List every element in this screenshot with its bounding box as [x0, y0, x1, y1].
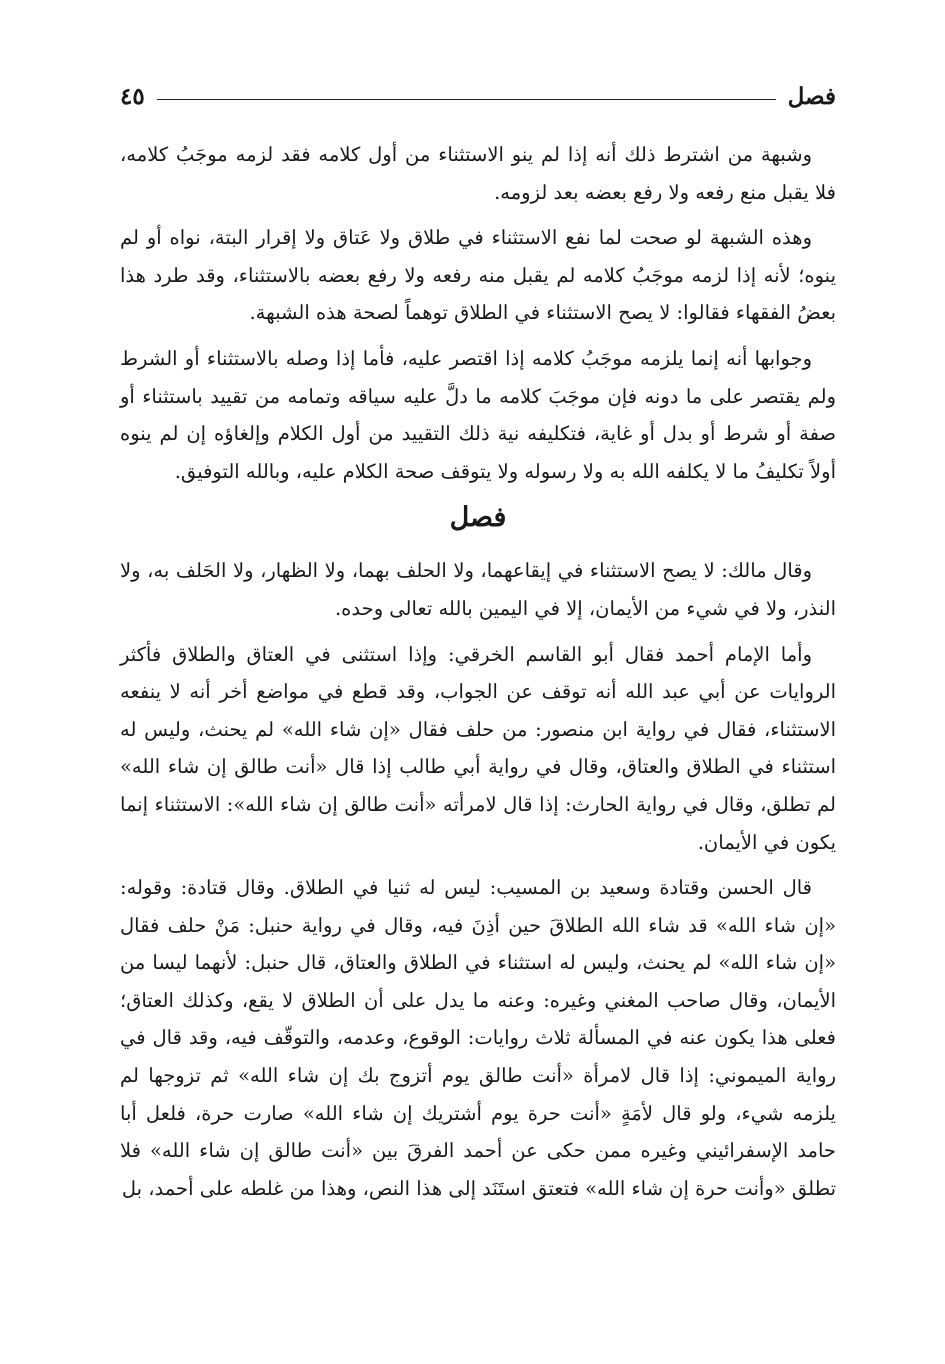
page-number: ٤٥	[120, 82, 145, 110]
running-header	[120, 78, 836, 114]
body-text	[120, 136, 836, 1207]
chapter-title: فصل	[787, 82, 836, 110]
paragraph: وجوابها أنه إنما يلزمه موجَبُ كلامه إذا اقتصر عليه، فأما إذا وصله بالاستثناء أو الشرط ولم يقتصر على ما دونه فإن موجَبَ كلامه ما دلَّ عليه سياقه وتمامه من تقييد باستثناء أو صفة أو شرط أو بدل أو غاية، فتكليفه نية ذلك التقييد من أول الكلام وإلغاؤه إن لم ينوه أولاً تكليفُ ما لا يكلفه الله به ولا رسوله ولا يتوقف صحة الكلام عليه، وبالله التوفيق.	[120, 346, 836, 483]
section-heading	[120, 498, 836, 540]
paragraph: وقال مالك: لا يصح الاستثناء في إيقاعهما، ولا الحلف بهما، ولا الظهار، ولا الحَلف به، ولا النذر، ولا في شيء من الأيمان، إلا في اليمين بالله تعالى وحده.	[120, 559, 836, 620]
section-heading-text: فصل	[449, 502, 507, 534]
header-rule	[157, 99, 776, 100]
paragraph: وأما الإمام أحمد فقال أبو القاسم الخرقي: وإذا استثنى في العتاق والطلاق فأكثر الروايات عن أبي عبد الله أنه توقف عن الجواب، وقد قطع في مواضع أخر أنه لا ينفعه الاستثناء، فقال في رواية ابن منصور: من حلف فقال «إن شاء الله» لم يحنث، وليس له استثناء في الطلاق والعتاق، وقال في رواية أبي طالب إذا قال «أنت طالق إن شاء الله» لم تطلق، وقال في رواية الحارث: إذا قال لامرأته «أنت طالق إن شاء الله»: الاستثناء إنما يكون في الأيمان.	[120, 642, 836, 854]
paragraph: وشبهة من اشترط ذلك أنه إذا لم ينو الاستثناء من أول كلامه فقد لزمه موجَبُ كلامه، فلا يقبل منع رفعه ولا رفع بعضه بعد لزومه.	[120, 143, 836, 204]
paragraph: قال الحسن وقتادة وسعيد بن المسيب: ليس له ثنيا في الطلاق. وقال قتادة: وقوله: «إن شاء الله» قد شاء الله الطلاقَ حين أذِنَ فيه، وقال في رواية حنبل: مَنْ حلف فقال «إن شاء الله» لم يحنث، وليس له استثناء في الطلاق والعتاق، قال حنبل: لأنهما ليسا من الأيمان، وقال صاحب المغني وغيره: وعنه ما يدل على أن الطلاق لا يقع، وكذلك العتاق؛ فعلى هذا يكون عنه في المسألة ثلاث روايات: الوقوع، وعدمه، والتوقّف فيه، وقد قال في رواية الميموني: إذا قال لامرأة «أنت طالق يوم أتزوج بك إن شاء الله» ثم تزوجها لم يلزمه شيء، ولو قال لأمَةٍ «أنت حرة يوم أشتريك إن شاء الله» صارت حرة، فلعل أبا حامد الإسفرائيني وغيره ممن حكى عن أحمد الفرقَ بين «أنت طالق إن شاء الله» فلا تطلق «وأنت حرة إن شاء الله» فتعتق استَنَد إلى هذا النص، وهذا من غلطه على أحمد، بل	[120, 876, 836, 1200]
book-page	[120, 78, 836, 1215]
paragraph: وهذه الشبهة لو صحت لما نفع الاستثناء في طلاق ولا عَتاق ولا إقرار البتة، نواه أو لم ينوه؛ لأنه إذا لزمه موجَبُ كلامه لم يقبل منه رفعه ولا رفع بعضه بالاستثناء، وقد طرد هذا بعضُ الفقهاء فقالوا: لا يصح الاستثناء في الطلاق توهماً لصحة هذه الشبهة.	[120, 226, 836, 325]
